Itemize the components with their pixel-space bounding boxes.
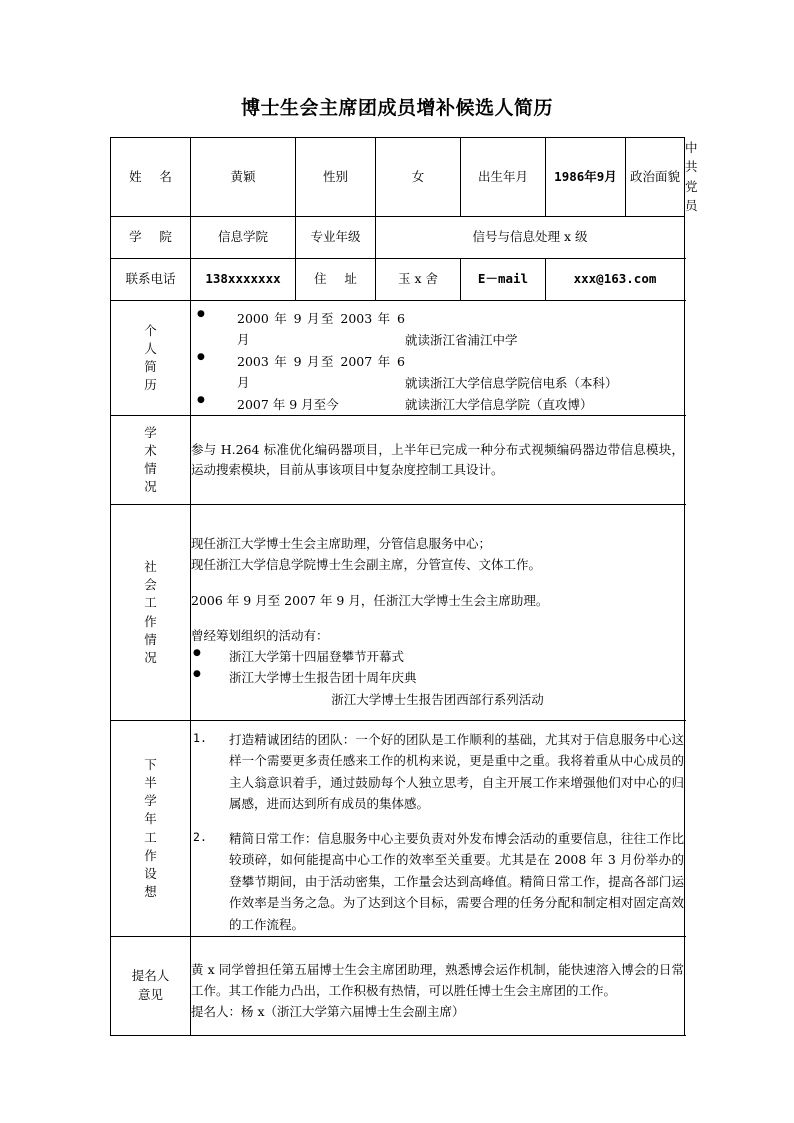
address-label bbox=[296, 258, 376, 300]
social-current-line-1: 现任浙江大学博士生会主席助理，分管信息服务中心； bbox=[191, 536, 492, 552]
email-value: xxx@163.com bbox=[546, 258, 685, 300]
activities-list bbox=[191, 646, 684, 689]
major-value: 信号与信息处理 x 级 bbox=[376, 216, 685, 258]
label-char: 工 bbox=[144, 829, 157, 845]
academic-content: 参与 H.264 标准优化编码器项目，上半年已完成一种分布式视频编码器边带信息模块，运动搜索模块，目前从事该项目中复杂度控制工具设计。 bbox=[191, 416, 685, 505]
label-char: 简 bbox=[144, 358, 157, 374]
resume-item-text: 就读浙江省浦江中学 bbox=[405, 332, 518, 347]
college-value: 信息学院 bbox=[191, 216, 296, 258]
label-char: 下 bbox=[144, 757, 157, 772]
label-char: 年 bbox=[144, 811, 157, 827]
table-row-contact bbox=[111, 258, 685, 300]
social-work-label bbox=[111, 505, 191, 721]
list-item bbox=[191, 351, 684, 394]
gender-value: 女 bbox=[376, 138, 461, 217]
social-work-content bbox=[191, 505, 685, 721]
personal-resume-label bbox=[111, 300, 191, 416]
birth-value: 1986年9月 bbox=[546, 138, 626, 217]
label-char: 个 bbox=[144, 322, 157, 338]
label-char: 况 bbox=[144, 649, 157, 665]
personal-resume-list bbox=[191, 308, 684, 416]
plans-label bbox=[111, 721, 191, 937]
label-char: 历 bbox=[144, 376, 157, 392]
label-char: 情 bbox=[144, 461, 157, 476]
label-char: 半 bbox=[144, 775, 157, 791]
nomination-content bbox=[191, 937, 685, 1036]
address-label-text: 住 址 bbox=[314, 271, 364, 287]
table-row-identity: 姓 名 黄颖 性别 女 出生年月 1986年9月 政治面貌 中共党员 bbox=[111, 138, 685, 217]
list-item: 打造精诚团结的团队：一个好的团队是工作顺利的基础，尤其对于信息服务中心这样一个需要更多责任感来工作的机构来说，更是重中之重。我将着重从中心成员的主人翁意识着手，通过鼓励每个人独立思考，自主开展工作来增强他们对中心的归属感，进而达到所有成员的集体感。 bbox=[229, 731, 684, 812]
label-char: 想 bbox=[144, 883, 157, 899]
nomination-label bbox=[111, 937, 191, 1036]
plans-list bbox=[191, 729, 684, 936]
email-label: E－mail bbox=[461, 258, 546, 300]
college-label bbox=[111, 216, 191, 258]
table-row-academic bbox=[111, 416, 685, 505]
college-label-text: 学 院 bbox=[129, 229, 179, 245]
table-row-social-work bbox=[111, 505, 685, 721]
label-char: 况 bbox=[144, 479, 157, 495]
name-label bbox=[111, 138, 191, 217]
activities-extra: 浙江大学博士生报告团西部行系列活动 bbox=[331, 691, 544, 707]
label-char: 设 bbox=[144, 865, 157, 881]
table-row-plans bbox=[111, 721, 685, 937]
label-char: 作 bbox=[144, 613, 157, 629]
table-row-college bbox=[111, 216, 685, 258]
phone-value: 138xxxxxxx bbox=[191, 258, 296, 300]
label-char: 学 bbox=[144, 424, 157, 440]
resume-item-text: 就读浙江大学信息学院信电系（本科） bbox=[405, 375, 618, 390]
list-item: ● 浙江大学第十四届登攀节开幕式 bbox=[191, 646, 684, 667]
activities-intro: 曾经筹划组织的活动有： bbox=[191, 627, 329, 643]
name-value: 黄颖 bbox=[191, 138, 296, 217]
label-char: 术 bbox=[144, 442, 157, 458]
table-row-personal-resume bbox=[111, 300, 685, 416]
plans-content bbox=[191, 721, 685, 937]
major-label: 专业年级 bbox=[296, 216, 376, 258]
name-label-text: 姓 名 bbox=[129, 169, 179, 185]
label-char: 情 bbox=[144, 631, 157, 647]
birth-label: 出生年月 bbox=[461, 138, 546, 217]
personal-resume-content bbox=[191, 300, 685, 416]
label-char: 社 bbox=[144, 559, 157, 575]
resume-item-date: 2000 年 9 月至 2003 年 6 月 bbox=[237, 310, 405, 347]
label-char: 学 bbox=[144, 793, 157, 809]
resume-item-date: 2007 年 9 月至今 bbox=[237, 396, 339, 412]
list-item bbox=[191, 308, 684, 351]
list-item: ● 浙江大学博士生报告团十周年庆典 bbox=[191, 667, 684, 688]
page-title: 博士生会主席团成员增补候选人简历 bbox=[240, 97, 553, 119]
table-row-nomination bbox=[111, 937, 685, 1036]
nominator: 提名人：杨 x（浙江大学第六届博士生会副主席） bbox=[191, 1004, 465, 1020]
resume-table bbox=[110, 137, 698, 1036]
list-item bbox=[191, 394, 684, 416]
label-char: 会 bbox=[144, 577, 157, 593]
social-current-line-2: 现任浙江大学信息学院博士生会副主席，分管宣传、文体工作。 bbox=[191, 557, 542, 573]
nomination-label-line-1: 提名人 bbox=[131, 968, 170, 984]
label-char: 作 bbox=[144, 847, 157, 863]
nomination-text: 黄 x 同学曾担任第五届博士生会主席团助理，熟悉博会运作机制，能快速溶入博会的日常工作。其工作能力凸出，工作积极有热情，可以胜任博士生会主席团的工作。 bbox=[191, 961, 684, 998]
social-history: 2006 年 9 月至 2007 年 9 月，任浙江大学博士生会主席助理。 bbox=[191, 592, 549, 608]
list-item: 精简日常工作：信息服务中心主要负责对外发布博会活动的重要信息，往往工作比较琐碎，如何能提高中心工作的效率至关重要。尤其是在 2008 年 3 月份举办的登攀节期间，由于活动密集，工作量会达到高峰值。精简日常工作，提高各部门运作效率是当务之急。为了达到这个目标，需要合理的任务分配和制定相对固定高效的工作流程。 bbox=[229, 830, 684, 932]
resume-item-date: 2003 年 9 月至 2007 年 6 月 bbox=[237, 353, 405, 390]
nomination-label-line-2: 意见 bbox=[137, 987, 163, 1002]
phone-label: 联系电话 bbox=[111, 258, 191, 300]
political-label: 政治面貌 bbox=[626, 138, 685, 217]
address-value: 玉 x 舍 bbox=[376, 258, 461, 300]
academic-label bbox=[111, 416, 191, 505]
gender-label: 性别 bbox=[296, 138, 376, 217]
resume-item-text: 就读浙江大学信息学院（直攻博） bbox=[405, 396, 593, 412]
label-char: 人 bbox=[144, 340, 157, 356]
label-char: 工 bbox=[144, 595, 157, 611]
